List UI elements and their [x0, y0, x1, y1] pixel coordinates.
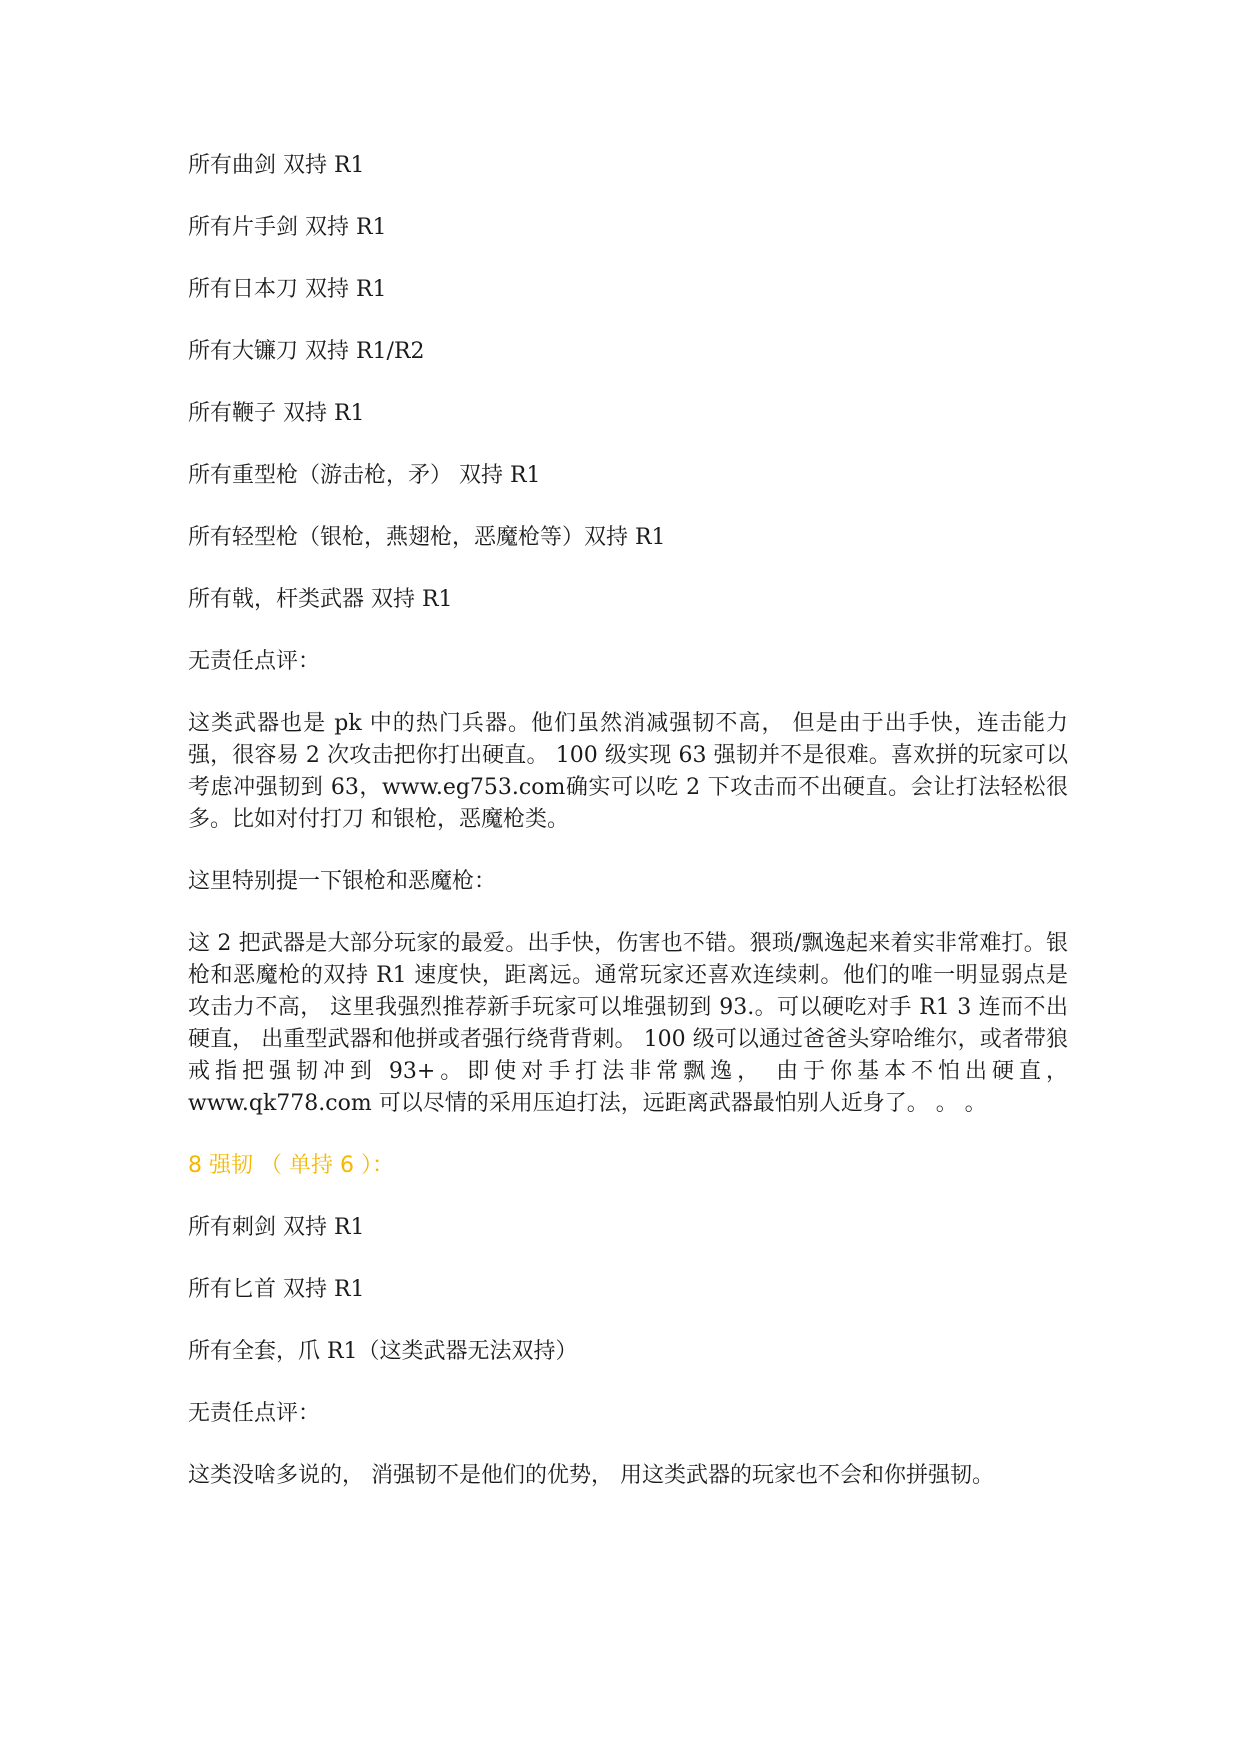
comment-label: 无责任点评： [188, 1401, 321, 1426]
special-note-paragraph: 这 2 把武器是大部分玩家的最爱。出手快，伤害也不错。猥琐/飘逸起来着实非常难打。银枪和恶魔枪的双持 R1 速度快，距离远。通常玩家还喜欢连续刺。他们的唯一明显弱点是攻击力不高， 这里我强烈推荐新手玩家可以堆强韧到 93.。可以硬吃对手 R1 3 连而不出硬直， 出重型武器和他拼或者强行绕背背刺。 100 级可以通过爸爸头穿哈维尔，或者带狼戒指把强韧冲到 93+。即使对手打法非常飘逸， 由于你基本不怕出硬直， www.qk778.com 可以尽情的采用压迫打法，远距离武器最怕别人近身了。 。 。 [188, 931, 1068, 1116]
weapon-line-light-spear: 所有轻型枪（银枪，燕翅枪，恶魔枪等）双持 R1 [188, 525, 666, 550]
comment-paragraph: 这类没啥多说的， 消强韧不是他们的优势， 用这类武器的玩家也不会和你拼强韧。 [188, 1463, 994, 1488]
weapon-line-fist-claw: 所有全套，爪 R1（这类武器无法双持） [188, 1339, 578, 1364]
comment-label: 无责任点评： [188, 649, 321, 674]
weapon-line-scythe: 所有大镰刀 双持 R1/R2 [188, 339, 425, 364]
weapon-line-curved-sword: 所有曲剑 双持 R1 [188, 153, 365, 178]
section-heading: 8 强韧 （ 单持 6 ）： [188, 1153, 394, 1178]
weapon-line-straight-sword: 所有片手剑 双持 R1 [188, 215, 387, 240]
weapon-line-dagger: 所有匕首 双持 R1 [188, 1277, 365, 1302]
special-note-label: 这里特别提一下银枪和恶魔枪： [188, 869, 497, 894]
document-body [188, 150, 1068, 1522]
weapon-line-halberd: 所有戟，杆类武器 双持 R1 [188, 587, 453, 612]
weapon-line-heavy-spear: 所有重型枪（游击枪，矛） 双持 R1 [188, 463, 541, 488]
weapon-line-rapier: 所有刺剑 双持 R1 [188, 1215, 365, 1240]
comment-paragraph: 这类武器也是 pk 中的热门兵器。他们虽然消减强韧不高， 但是由于出手快，连击能力强，很容易 2 次攻击把你打出硬直。 100 级实现 63 强韧并不是很难。喜欢拼的玩家可以考虑冲强韧到 63，www.eg753.com确实可以吃 2 下攻击而不出硬直。会让打法轻松很多。比如对付打刀 和银枪，恶魔枪类。 [188, 711, 1068, 832]
weapon-line-whip: 所有鞭子 双持 R1 [188, 401, 365, 426]
weapon-line-katana: 所有日本刀 双持 R1 [188, 277, 387, 302]
